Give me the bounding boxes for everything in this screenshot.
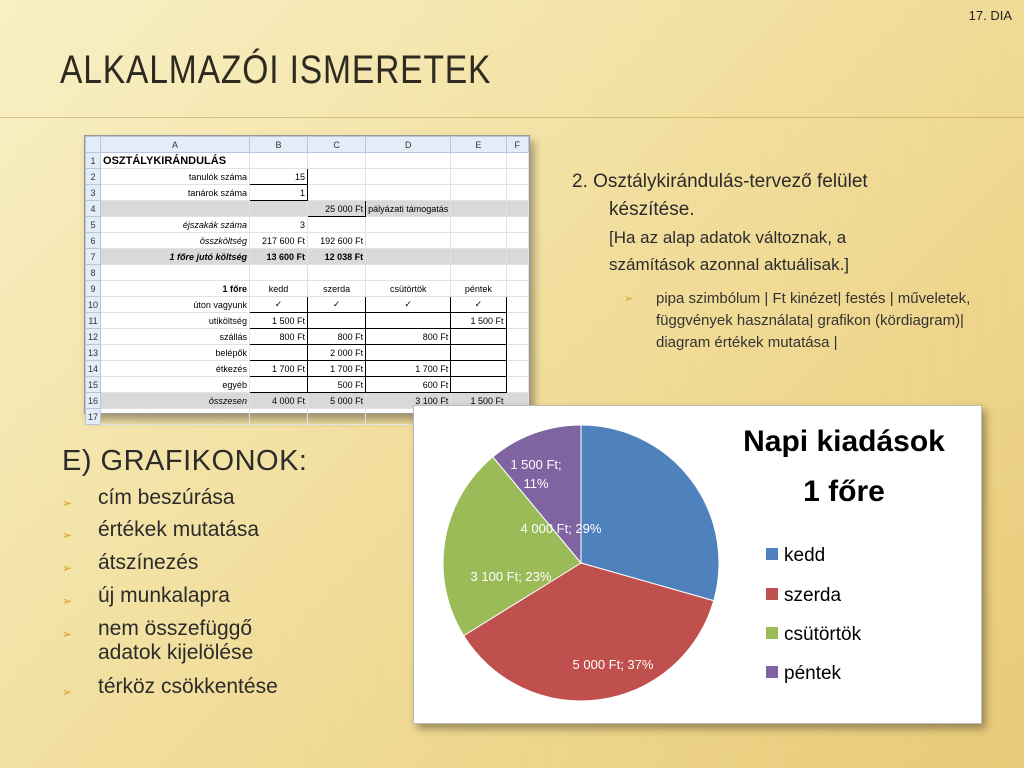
cell-D12[interactable]: 800 Ft [366, 329, 451, 345]
pie-chart [414, 406, 981, 723]
spreadsheet-grid [85, 136, 529, 425]
point-2-line-2: készítése. [609, 199, 695, 220]
list-item-label: térköz csökkentése [98, 675, 278, 698]
data-label-péntek: 1 500 Ft; 11% [510, 457, 562, 491]
row-header[interactable]: 12 [86, 329, 101, 345]
cell-F1[interactable] [506, 153, 528, 169]
cell-D4[interactable]: pályázati támogatás [366, 201, 451, 217]
cell-C4[interactable]: 25 000 Ft [308, 201, 366, 217]
sub-bullet-text: pipa szimbólum | Ft kinézet| festés | műveletek, függvények használata| grafikon (kördiagram)| diagram értékek mutatása | [656, 290, 971, 351]
cell-E1[interactable] [451, 153, 506, 169]
cell-D10[interactable]: ✓ [366, 297, 451, 313]
cell-C5[interactable] [308, 217, 366, 233]
table-row [86, 233, 529, 249]
section-heading: E) GRAFIKONOK: [62, 445, 308, 477]
row-header[interactable]: 1 [86, 153, 101, 169]
cell-B1[interactable] [249, 153, 307, 169]
row-header[interactable]: 8 [86, 265, 101, 281]
cell-B16[interactable]: 4 000 Ft [249, 393, 307, 409]
list-item [62, 551, 198, 580]
column-header[interactable] [86, 137, 101, 153]
arrow-bullet-icon: ➢ [624, 293, 634, 305]
legend-label-szerda: szerda [784, 585, 842, 606]
cell-C6[interactable]: 192 600 Ft [308, 233, 366, 249]
cell-E10[interactable]: ✓ [451, 297, 506, 313]
cell-C14[interactable]: 1 700 Ft [308, 361, 366, 377]
pie-chart-panel [413, 405, 982, 724]
cell-E15[interactable] [451, 377, 506, 393]
cell-A7[interactable]: 1 főre jutó költség [101, 249, 250, 265]
data-label-szerda: 5 000 Ft; 37% [572, 657, 654, 672]
cell-A4[interactable] [101, 201, 250, 217]
legend-swatch-csütörtök [766, 627, 778, 639]
cell-D3[interactable] [366, 185, 451, 201]
column-header[interactable]: A [101, 137, 250, 153]
legend-label-csütörtök: csütörtök [784, 624, 862, 645]
cell-B10[interactable]: ✓ [249, 297, 307, 313]
list-item-label: értékek mutatása [98, 518, 260, 541]
row-header[interactable]: 5 [86, 217, 101, 233]
cell-A3[interactable]: tanárok száma [101, 185, 250, 201]
title-divider [0, 117, 1024, 118]
cell-F3[interactable] [506, 185, 528, 201]
list-item-label: új munkalapra [98, 584, 230, 607]
cell-A5[interactable]: éjszakák száma [101, 217, 250, 233]
list-item-label: nem összefüggő adatok kijelölése [98, 617, 254, 664]
cell-A11[interactable]: utiköltség [101, 313, 250, 329]
table-row [86, 153, 529, 169]
table-row [86, 329, 529, 345]
cell-F6[interactable] [506, 233, 528, 249]
cell-D2[interactable] [366, 169, 451, 185]
cell-B4[interactable] [249, 201, 307, 217]
table-row [86, 185, 529, 201]
row-header[interactable]: 16 [86, 393, 101, 409]
list-item-label: cím beszúrása [98, 486, 235, 509]
list-item [62, 486, 235, 515]
point-2-note-line-1: [Ha az alap adatok változnak, a [609, 228, 847, 247]
cell-B7[interactable]: 13 600 Ft [249, 249, 307, 265]
table-row [86, 313, 529, 329]
cell-E14[interactable] [451, 361, 506, 377]
cell-A10[interactable]: úton vagyunk [101, 297, 250, 313]
cell-B17[interactable] [249, 409, 307, 425]
column-header[interactable]: B [249, 137, 307, 153]
cell-A16[interactable]: összesen [101, 393, 250, 409]
cell-F15[interactable] [506, 377, 528, 393]
row-header[interactable]: 13 [86, 345, 101, 361]
cell-B2[interactable]: 15 [249, 169, 307, 185]
cell-C11[interactable] [308, 313, 366, 329]
arrow-bullet-icon: ➢ [62, 627, 73, 641]
cell-F4[interactable] [506, 201, 528, 217]
list-item [62, 584, 230, 613]
row-header[interactable]: 10 [86, 297, 101, 313]
cell-D15[interactable]: 600 Ft [366, 377, 451, 393]
cell-B5[interactable]: 3 [249, 217, 307, 233]
cell-B6[interactable]: 217 600 Ft [249, 233, 307, 249]
column-header-row [86, 137, 529, 153]
cell-C17[interactable] [308, 409, 366, 425]
legend-label-kedd: kedd [784, 545, 826, 566]
cell-C13[interactable]: 2 000 Ft [308, 345, 366, 361]
cell-A12[interactable]: szállás [101, 329, 250, 345]
cell-E5[interactable] [451, 217, 506, 233]
cell-B13[interactable] [249, 345, 307, 361]
row-header[interactable]: 3 [86, 185, 101, 201]
cell-C2[interactable] [308, 169, 366, 185]
table-row [86, 249, 529, 265]
cell-B8[interactable] [249, 265, 307, 281]
cell-D14[interactable]: 1 700 Ft [366, 361, 451, 377]
row-header[interactable]: 4 [86, 201, 101, 217]
cell-A6[interactable]: összköltség [101, 233, 250, 249]
legend-swatch-péntek [766, 666, 778, 678]
row-header[interactable]: 6 [86, 233, 101, 249]
legend-swatch-szerda [766, 588, 778, 600]
slide-number: 17. DIA [968, 8, 1012, 23]
cell-B9[interactable]: kedd [249, 281, 307, 297]
column-header[interactable]: C [308, 137, 366, 153]
list-item [62, 675, 278, 704]
cell-B14[interactable]: 1 700 Ft [249, 361, 307, 377]
point-2-line-1: 2. Osztálykirándulás-tervező felület [572, 171, 868, 192]
cell-E13[interactable] [451, 345, 506, 361]
data-label-csütörtök: 3 100 Ft; 23% [470, 569, 552, 584]
arrow-bullet-icon: ➢ [62, 561, 73, 575]
cell-D5[interactable] [366, 217, 451, 233]
slide-title: ALKALMAZÓI ISMERETEK [60, 48, 492, 92]
spreadsheet-screenshot [84, 135, 530, 422]
column-header[interactable]: E [451, 137, 506, 153]
row-header[interactable]: 7 [86, 249, 101, 265]
cell-D16[interactable]: 3 100 Ft [366, 393, 451, 409]
column-header[interactable]: D [366, 137, 451, 153]
table-row [86, 265, 529, 281]
table-row [86, 201, 529, 217]
table-row [86, 345, 529, 361]
list-item [62, 518, 259, 547]
cell-D11[interactable] [366, 313, 451, 329]
cell-A17[interactable] [101, 409, 250, 425]
cell-D7[interactable] [366, 249, 451, 265]
table-row [86, 281, 529, 297]
row-header[interactable]: 17 [86, 409, 101, 425]
cell-E6[interactable] [451, 233, 506, 249]
cell-F9[interactable] [506, 281, 528, 297]
cell-F13[interactable] [506, 345, 528, 361]
chart-title-line-1: Napi kiadások [743, 425, 945, 458]
arrow-bullet-icon: ➢ [62, 594, 73, 608]
row-header[interactable]: 2 [86, 169, 101, 185]
cell-A13[interactable]: belépők [101, 345, 250, 361]
cell-F11[interactable] [506, 313, 528, 329]
cell-D6[interactable] [366, 233, 451, 249]
cell-B12[interactable]: 800 Ft [249, 329, 307, 345]
table-row [86, 377, 529, 393]
cell-C1[interactable] [308, 153, 366, 169]
right-text-block [572, 168, 972, 278]
cell-D9[interactable]: csütörtök [366, 281, 451, 297]
data-label-kedd: 4 000 Ft; 29% [520, 521, 602, 536]
arrow-bullet-icon: ➢ [62, 685, 73, 699]
column-header[interactable]: F [506, 137, 528, 153]
cell-E16[interactable]: 1 500 Ft [451, 393, 506, 409]
legend-label-péntek: péntek [784, 663, 842, 684]
cell-F2[interactable] [506, 169, 528, 185]
row-header[interactable]: 14 [86, 361, 101, 377]
cell-F14[interactable] [506, 361, 528, 377]
arrow-bullet-icon: ➢ [62, 528, 73, 542]
cell-D1[interactable] [366, 153, 451, 169]
cell-C8[interactable] [308, 265, 366, 281]
cell-D13[interactable] [366, 345, 451, 361]
cell-C16[interactable]: 5 000 Ft [308, 393, 366, 409]
cell-E4[interactable] [451, 201, 506, 217]
cell-B15[interactable] [249, 377, 307, 393]
cell-A8[interactable] [101, 265, 250, 281]
row-header[interactable]: 9 [86, 281, 101, 297]
cell-C9[interactable]: szerda [308, 281, 366, 297]
row-header[interactable]: 11 [86, 313, 101, 329]
legend-swatch-kedd [766, 548, 778, 560]
table-row [86, 297, 529, 313]
cell-F12[interactable] [506, 329, 528, 345]
row-header[interactable]: 15 [86, 377, 101, 393]
cell-C12[interactable]: 800 Ft [308, 329, 366, 345]
cell-A1[interactable]: OSZTÁLYKIRÁNDULÁS [101, 153, 250, 169]
cell-F10[interactable] [506, 297, 528, 313]
cell-E8[interactable] [451, 265, 506, 281]
cell-F7[interactable] [506, 249, 528, 265]
cell-E3[interactable] [451, 185, 506, 201]
cell-A15[interactable]: egyéb [101, 377, 250, 393]
cell-E7[interactable] [451, 249, 506, 265]
cell-B11[interactable]: 1 500 Ft [249, 313, 307, 329]
cell-E2[interactable] [451, 169, 506, 185]
table-row [86, 361, 529, 377]
cell-C15[interactable]: 500 Ft [308, 377, 366, 393]
cell-E9[interactable]: péntek [451, 281, 506, 297]
cell-D8[interactable] [366, 265, 451, 281]
cell-E12[interactable] [451, 329, 506, 345]
cell-A2[interactable]: tanulók száma [101, 169, 250, 185]
cell-C7[interactable]: 12 038 Ft [308, 249, 366, 265]
cell-E11[interactable]: 1 500 Ft [451, 313, 506, 329]
point-2-note-line-2: számítások azonnal aktuálisak.] [609, 255, 850, 274]
chart-title-line-2: 1 főre [803, 475, 885, 508]
table-row [86, 169, 529, 185]
cell-B3[interactable]: 1 [249, 185, 307, 201]
cell-F5[interactable] [506, 217, 528, 233]
cell-C10[interactable]: ✓ [308, 297, 366, 313]
cell-A14[interactable]: étkezés [101, 361, 250, 377]
table-row [86, 217, 529, 233]
cell-F8[interactable] [506, 265, 528, 281]
cell-C3[interactable] [308, 185, 366, 201]
list-item-label: átszínezés [98, 551, 199, 574]
list-item [62, 617, 298, 665]
cell-A9[interactable]: 1 főre [101, 281, 250, 297]
arrow-bullet-icon: ➢ [62, 496, 73, 510]
